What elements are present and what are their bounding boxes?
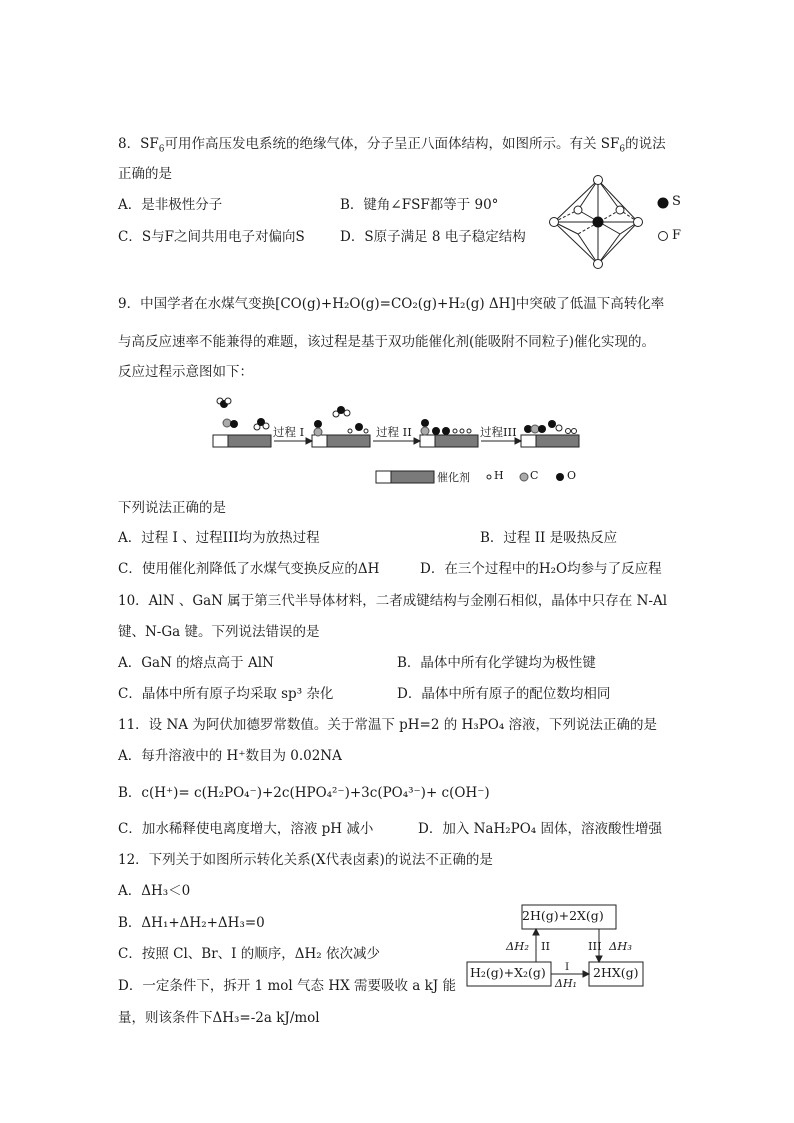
q10-option-c: C．晶体中所有原子均采取 sp³ 杂化 xyxy=(118,686,334,702)
q12-option-c: C．按照 Cl、Br、I 的顺序，ΔH₂ 依次减少 xyxy=(118,946,380,962)
process-3-label: 过程III xyxy=(480,425,517,439)
q10-option-a: A．GaN 的熔点高于 AlN xyxy=(118,655,274,671)
legend-h-label: H xyxy=(494,469,504,482)
q12-option-d-line2: 量，则该条件下ΔH₃=-2a kJ/mol xyxy=(118,1010,320,1026)
sf6-octahedron-figure xyxy=(540,172,690,272)
label-roman-3: III xyxy=(588,939,602,953)
q8-option-b: B．键角∠FSF都等于 90° xyxy=(340,197,499,213)
q10-option-b: B．晶体中所有化学键均为极性键 xyxy=(397,655,596,671)
q8-option-d: D．S原子满足 8 电子稳定结构 xyxy=(340,229,526,245)
q11-option-d: D．加入 NaH₂PO₄ 固体，溶液酸性增强 xyxy=(418,821,663,837)
q8-stem-line2: 正确的是 xyxy=(118,166,172,182)
q10-stem-line2: 键、N-Ga 键。下列说法错误的是 xyxy=(118,624,320,640)
q9-question: 下列说法正确的是 xyxy=(118,500,226,516)
q8-option-a: A．是非极性分子 xyxy=(118,197,223,213)
q12-option-a: A．ΔH₃＜0 xyxy=(118,883,191,899)
legend-o-label: O xyxy=(567,469,577,482)
q9-option-a: A．过程 I 、过程III均为放热过程 xyxy=(118,530,320,546)
q12-stem: 12．下列关于如图所示转化关系(X代表卤素)的说法不正确的是 xyxy=(118,852,493,868)
box-product: 2HX(g) xyxy=(593,965,639,980)
legend-f-label: F xyxy=(672,228,682,243)
label-roman-1: I xyxy=(565,961,570,973)
process-1-label: 过程 I xyxy=(273,425,305,439)
q9-stem-line2: 与高反应速率不能兼得的难题，该过程是基于双功能催化剂(能吸附不同粒子)催化实现的。 xyxy=(118,334,656,350)
q12-option-b: B．ΔH₁+ΔH₂+ΔH₃=0 xyxy=(118,915,265,931)
q11-option-b: B．c(H⁺)= c(H₂PO₄⁻)+2c(HPO₄²⁻)+3c(PO₄³⁻)+ c(OH⁻) xyxy=(118,785,490,801)
reaction-process-diagram xyxy=(208,393,598,489)
q12-option-d-line1: D．一定条件下，拆开 1 mol 气态 HX 需要吸收 a kJ 能 xyxy=(118,978,457,994)
q9-stem-line3: 反应过程示意图如下： xyxy=(118,364,253,380)
box-atoms: 2H(g)+2X(g) xyxy=(522,908,604,923)
q9-option-b: B．过程 II 是吸热反应 xyxy=(480,530,618,546)
q10-option-d: D．晶体中所有原子的配位数均相同 xyxy=(397,686,611,702)
label-dh1: ΔH₁ xyxy=(555,977,577,990)
label-dh2: ΔH₂ xyxy=(506,939,529,953)
q11-option-c: C．加水稀释使电离度增大，溶液 pH 减小 xyxy=(118,821,374,837)
legend-c-label: C xyxy=(530,469,539,482)
q11-option-a: A．每升溶液中的 H⁺数目为 0.02NA xyxy=(118,748,342,764)
label-roman-2: II xyxy=(541,939,551,953)
label-dh3: ΔH₃ xyxy=(609,939,632,953)
q9-option-d: D．在三个过程中的H₂O均参与了反应程 xyxy=(420,561,662,577)
q9-stem-line1: 9．中国学者在水煤气变换[CO(g)+H₂O(g)=CO₂(g)+H₂(g) ΔH]中突破了低温下高转化率 xyxy=(118,296,665,312)
legend-catalyst-label: 催化剂 xyxy=(437,471,470,484)
q9-option-c: C．使用催化剂降低了水煤气变换反应的ΔH xyxy=(118,561,380,577)
q8-option-c: C．S与F之间共用电子对偏向S xyxy=(118,229,305,245)
q10-stem-line1: 10．AlN 、GaN 属于第三代半导体材料，二者成键结构与金刚石相似，晶体中只存在 N-Al xyxy=(118,593,668,609)
q8-stem-line1: 8．$SF_6$可用作高压发电系统的绝缘气体，分子呈正八面体结构，如图所示。有关 $SF_6$的说法 xyxy=(118,136,666,155)
q11-stem: 11．设 NA 为阿伏加德罗常数值。关于常温下 pH=2 的 H₃PO₄ 溶液，下列说法正确的是 xyxy=(118,717,658,733)
process-2-label: 过程 II xyxy=(376,425,412,439)
box-reactants: H₂(g)+X₂(g) xyxy=(470,965,546,980)
legend-s-label: S xyxy=(672,194,681,209)
